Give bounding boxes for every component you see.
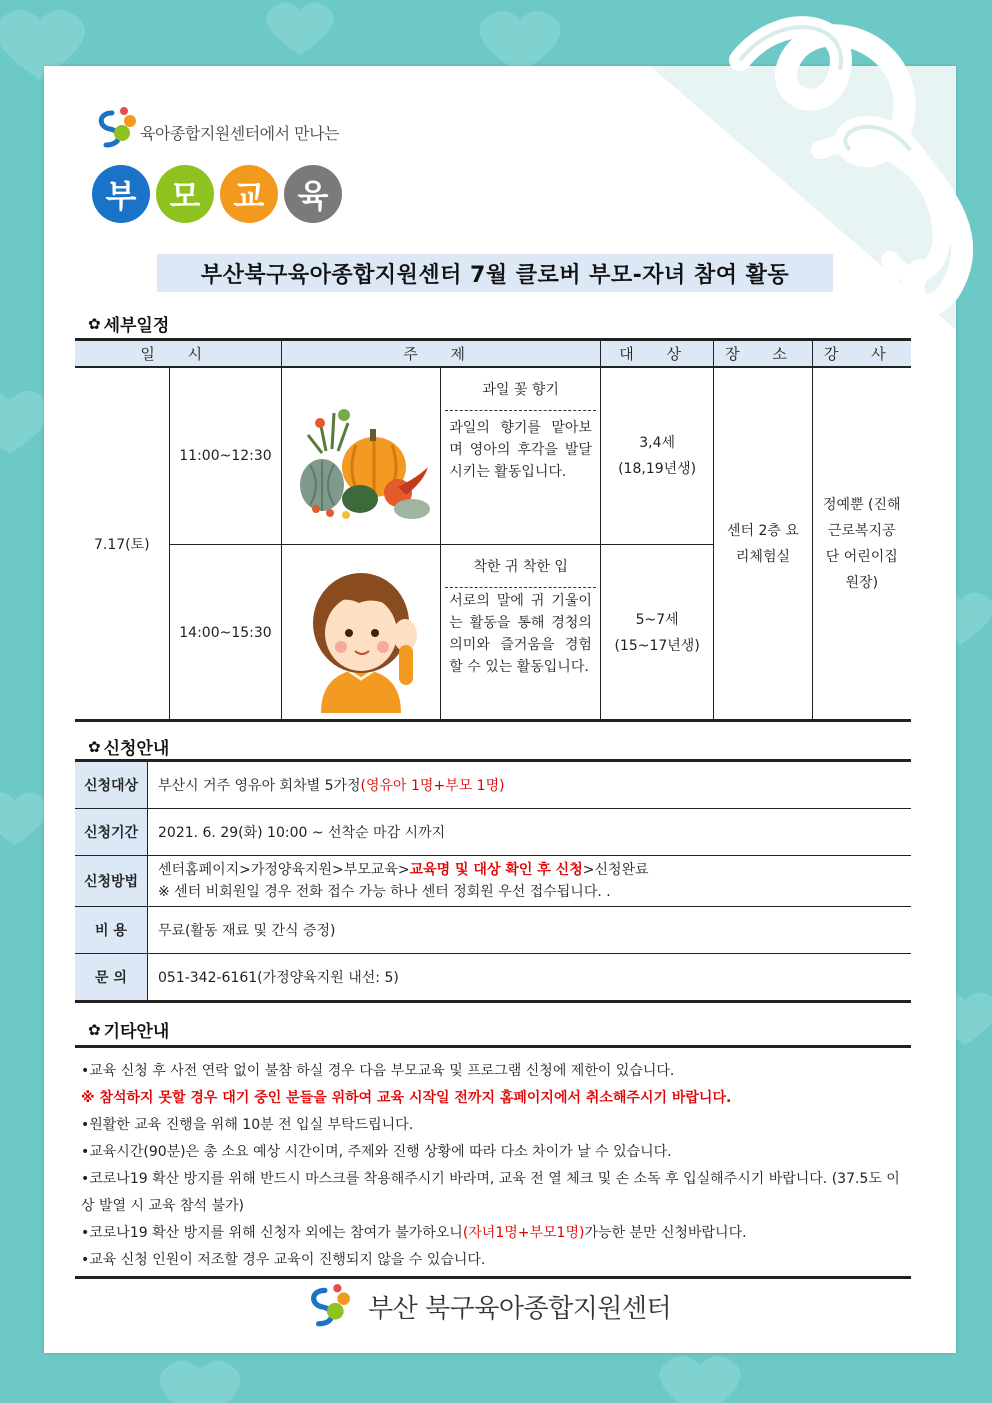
apply-method-text: 센터홈페이지>가정양육지원>부모교육> xyxy=(158,862,410,878)
target-cell xyxy=(600,544,713,721)
apply-label-contact: 문 의 xyxy=(75,954,148,1002)
col-header-location: 장 소 xyxy=(714,340,812,368)
note-item: •원활한 교육 진행을 위해 10분 전 입실 부탁드립니다. xyxy=(81,1117,414,1133)
session-time: 14:00~15:30 xyxy=(169,544,282,721)
col-header-instructor: 강 사 xyxy=(812,340,911,368)
apply-value-cost: 무료(활동 재료 및 간식 증정) xyxy=(148,907,912,954)
topic-description: 과일의 향기를 맡아보며 영아의 후각을 발달시키는 활동입니다. xyxy=(449,420,592,480)
schedule-heading-label: 세부일정 xyxy=(103,316,170,336)
child-listening-illustration xyxy=(291,553,431,713)
apply-method-highlight: 교육명 및 대상 확인 후 신청 xyxy=(409,862,583,878)
instructor-cell: 정예뿐 (진해근로복지공단 어린이집 원장) xyxy=(812,367,911,721)
session-topic-cell xyxy=(441,367,601,544)
schedule-table xyxy=(75,338,911,722)
col-header-datetime: 일 시 xyxy=(75,340,282,368)
target-cell xyxy=(600,367,713,544)
notes-heading-label: 기타안내 xyxy=(103,1022,170,1042)
apply-target-highlight: (영유아 1명+부모 1명) xyxy=(360,778,505,794)
note-item: •교육 신청 인원이 저조할 경우 교육이 진행되지 않을 수 있습니다. xyxy=(81,1252,486,1268)
target-age: 5~7세 xyxy=(635,611,679,628)
note-item: •교육 신청 후 사전 연락 없이 불참 하실 경우 다음 부모교육 및 프로그램 신청에 제한이 있습니다. xyxy=(81,1063,675,1079)
apply-label-target: 신청대상 xyxy=(75,761,148,809)
apply-value-method xyxy=(148,856,912,907)
flower-icon: ✿ xyxy=(88,1020,101,1039)
center-logo-icon xyxy=(92,105,138,151)
apply-label-cost: 비 용 xyxy=(75,907,148,954)
col-header-target: 대 상 xyxy=(600,340,713,368)
target-age: 3,4세 xyxy=(639,434,676,451)
program-title-circles xyxy=(92,165,342,223)
target-birth-year: (15~17년생) xyxy=(614,637,700,654)
flower-icon: ✿ xyxy=(88,314,101,333)
page-title: 부산북구육아종합지원센터 7월 클로버 부모-자녀 참여 활동 xyxy=(157,254,833,292)
apply-value-target xyxy=(148,761,912,809)
note-item xyxy=(81,1220,905,1247)
note-item-warning: ※ 참석하지 못할 경우 대기 중인 분들을 위하여 교육 시작일 전까지 홈페이지에서 취소해주시기 바랍니다. xyxy=(81,1090,732,1106)
apply-label-period: 신청기간 xyxy=(75,809,148,856)
flower-icon: ✿ xyxy=(88,737,101,756)
note-item: •코로나19 확산 방지를 위해 반드시 마스크를 착용해주시기 바라며, 교육 전 열 체크 및 손 소독 후 입실해주시기 바랍니다. (37.5도 이상 발열 시 교육 참석 불가) xyxy=(81,1171,900,1214)
schedule-bottom-rule xyxy=(75,719,911,722)
target-birth-year: (18,19년생) xyxy=(618,460,697,477)
note-text-end: 가능한 분만 신청바랍니다. xyxy=(584,1225,747,1241)
schedule-heading xyxy=(88,311,169,336)
session-time: 11:00~12:30 xyxy=(169,367,282,544)
apply-heading xyxy=(88,734,169,759)
note-highlight: (자녀1명+부모1명) xyxy=(462,1225,585,1241)
apply-table xyxy=(75,759,911,1003)
circle-bu: 부 xyxy=(92,165,150,223)
apply-method-note: ※ 센터 비회원일 경우 전화 접수 가능 하나 센터 정회원 우선 접수됩니다. . xyxy=(158,884,611,900)
footer-brand xyxy=(296,1282,671,1330)
topic-title: 과일 꽃 향기 xyxy=(445,368,596,411)
brand-header xyxy=(92,104,339,152)
apply-heading-label: 신청안내 xyxy=(103,739,170,759)
session-image-cell xyxy=(282,544,441,721)
note-text: •코로나19 확산 방지를 위해 신청자 외에는 참여가 불가하오니 xyxy=(81,1225,463,1241)
session-topic-cell xyxy=(441,544,601,721)
apply-label-method: 신청방법 xyxy=(75,856,148,907)
apply-value-period: 2021. 6. 29(화) 10:00 ~ 선착순 마감 시까지 xyxy=(148,809,912,856)
notes-box xyxy=(75,1045,911,1279)
session-image-cell xyxy=(282,367,441,544)
topic-title: 착한 귀 착한 입 xyxy=(445,545,596,588)
topic-description: 서로의 말에 귀 기울이는 활동을 통해 경청의 의미와 즐거움을 경험할 수 있는 활동입니다. xyxy=(449,592,592,675)
apply-target-text: 부산시 거주 영유아 회차별 5가정 xyxy=(158,778,361,794)
location-cell: 센터 2층 요리체험실 xyxy=(714,367,812,721)
circle-mo: 모 xyxy=(156,165,214,223)
center-logo-icon xyxy=(296,1282,360,1330)
apply-method-text-end: >신청완료 xyxy=(582,862,649,878)
notes-heading xyxy=(88,1017,169,1042)
note-item: •교육시간(90분)은 총 소요 예상 시간이며, 주제와 진행 상황에 따라 다소 차이가 날 수 있습니다. xyxy=(81,1144,672,1160)
apply-value-contact: 051-342-6161(가정양육지원 내선: 5) xyxy=(148,954,912,1002)
date-cell: 7.17(토) xyxy=(75,367,169,721)
circle-gyo: 교 xyxy=(220,165,278,223)
header-tagline: 육아종합지원센터에서 만나는 xyxy=(140,123,340,143)
footer-org-name: 부산 북구육아종합지원센터 xyxy=(368,1293,672,1324)
circle-yuk: 육 xyxy=(284,165,342,223)
col-header-topic: 주 제 xyxy=(282,340,601,368)
vegetables-illustration xyxy=(286,391,436,521)
